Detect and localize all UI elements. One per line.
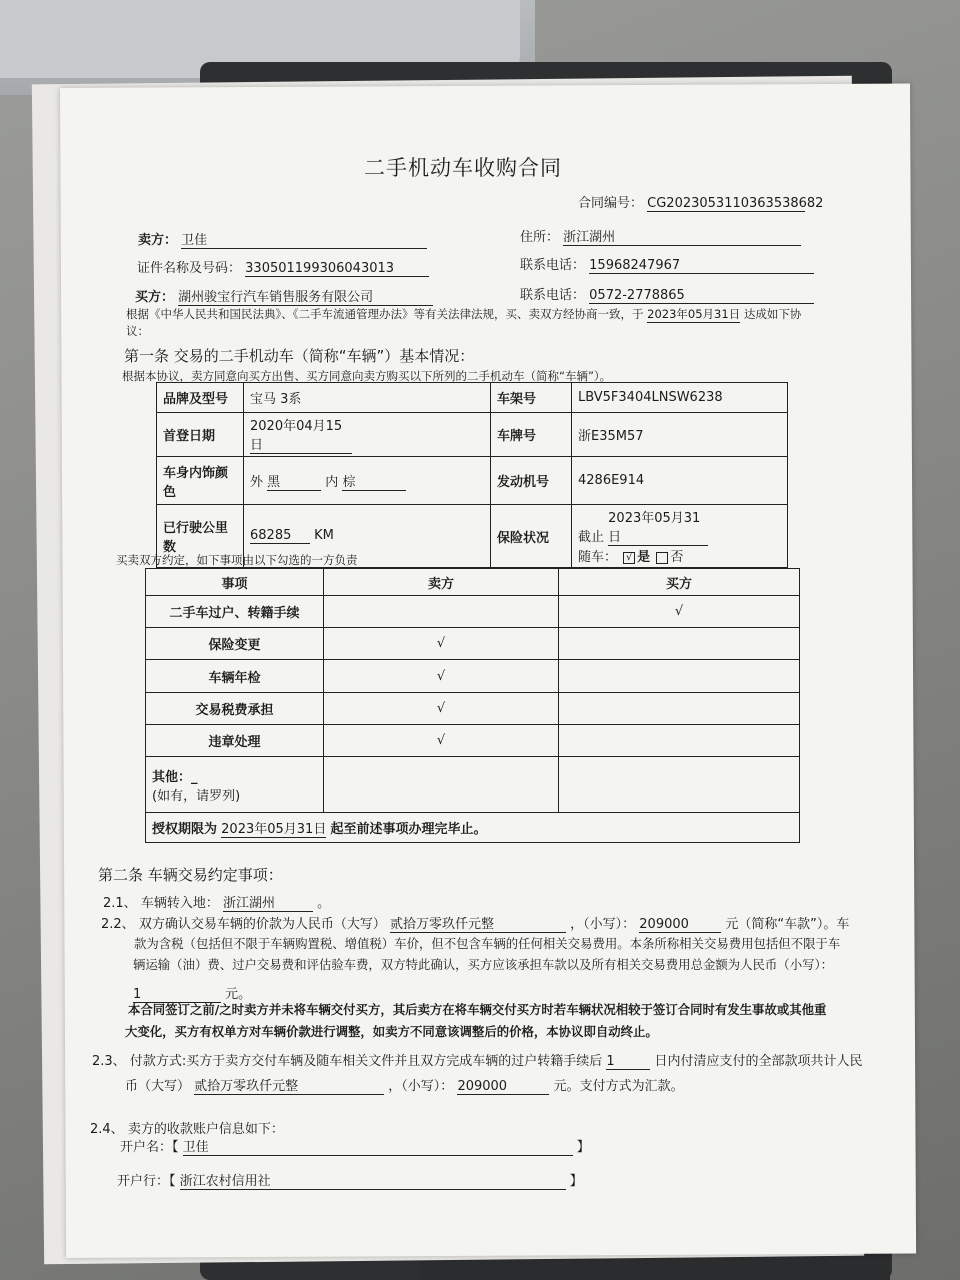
plate-value: 浙E35M57 [572,413,788,457]
table-row [146,725,800,757]
adjustment-clause-line1: 本合同签订之前/之时卖方并未将车辆交付买方，其后卖方在将车辆交付买方时若车辆状况相较于签订合同时有发生事故或其他重 [128,1002,827,1017]
row-buyer-mark[interactable] [559,725,800,757]
color-cell [244,457,491,505]
seller-phone-label: 联系电话： [520,258,586,273]
clause-2-2-line2: 款为含税（包括但不限于车辆购置税、增值税）车价，但不包含车辆的任何相关交易费用。本条所称相关交易费用包括但不限于车 [134,936,841,951]
basis-text-tail: 达成如下协 [743,307,802,321]
vin-label: 车架号 [491,383,572,413]
row-buyer-mark[interactable]: √ [559,596,800,628]
account-bank-row [117,1170,583,1190]
other-seller[interactable] [324,757,559,813]
authorization-cell [146,813,800,843]
article1-title: 第一条 交易的二手机动车（简称“车辆”）基本情况： [124,347,475,365]
insurance-until-label: 截止 [578,530,605,545]
insurance-label: 保险状况 [491,505,572,568]
row-buyer-mark[interactable] [559,628,800,660]
id-label: 证件名称及号码： [137,261,242,276]
row-buyer-mark[interactable] [559,660,800,693]
header-buyer: 买方 [559,569,800,596]
account-name: 卫佳 [183,1136,573,1156]
price-lowercase-label: ，（小写）： [570,917,636,932]
clause-2-1-number: 2.1、 [103,896,137,911]
mileage-label: 已行驶公里数 [157,505,244,568]
seller-address-row [520,226,801,246]
contract-number [578,192,824,212]
header-item: 事项 [146,569,324,596]
authorization-date: 2023年05月31日 [221,818,326,838]
contract-number-label: 合同编号： [578,196,644,211]
buyer-label: 买方： [135,290,175,305]
insurance-until-row [578,507,781,546]
insurance-follow-label: 随车： [578,550,618,565]
authorization-label: 授权期限为 [152,821,218,837]
payment-intro: 付款方式:买方于卖方交付车辆及随车相关文件并且双方完成车辆的过户转籍手续后 [129,1054,603,1069]
row-item: 保险变更 [146,628,324,660]
clause-2-4 [90,1118,284,1137]
row-item: 交易税费承担 [146,693,324,725]
table-row [146,693,800,725]
agreement-date: 2023年05月31日 [647,307,741,321]
price-lowercase: 209000 [639,917,721,933]
payment-uppercase: 贰拾万零玖仟元整 [194,1075,384,1095]
clause-2-2-number: 2.2、 [101,917,135,932]
clause-2-3-line2 [125,1075,684,1095]
transfer-destination: 浙江湖州 [223,892,313,912]
responsibility-table [145,568,800,843]
seller-name: 卫佳 [181,229,427,249]
seller-id-row [137,257,429,277]
exterior-color: 黑 [267,471,321,491]
account-bank: 浙江农村信用社 [180,1170,566,1190]
seller-phone: 15968247967 [589,258,814,274]
interior-color: 棕 [342,471,406,491]
row-seller-mark[interactable] [324,596,559,628]
basis-line2: 议： [126,324,149,338]
brand-label: 品牌及型号 [157,383,244,413]
header-seller: 卖方 [324,569,559,596]
row-seller-mark[interactable]: √ [324,628,559,660]
row-item: 二手车过户、转籍手续 [146,596,324,628]
document-title: 二手机动车收购合同 [364,156,562,180]
insurance-yes-checkbox[interactable]: √ [623,552,635,564]
row-buyer-mark[interactable] [559,693,800,725]
insurance-no-checkbox[interactable] [656,552,668,564]
clause-2-4-number: 2.4、 [90,1122,124,1137]
buyer-phone-row [520,284,814,304]
price-uppercase: 贰拾万零玖仟元整 [390,913,566,933]
table-row [146,596,800,628]
color-label: 车身内饰颜色 [157,457,244,505]
mileage-unit: KM [314,528,334,543]
payment-lowercase-label: ，（小写）： [388,1079,454,1094]
buyer-name: 湖州骏宝行汽车销售服务有限公司 [178,286,433,306]
insurance-follow-row [578,546,781,565]
address-label: 住所： [520,230,560,245]
basis-line1 [126,306,801,323]
article1-intro: 根据本协议，卖方同意向买方出售、买方同意向卖方购买以下所列的二手机动车（简称“车辆”）。 [122,369,612,383]
transfer-destination-label: 车辆转入地： [140,896,219,911]
responsibility-intro: 买卖双方约定，如下事项由以下勾选的一方负责 [116,553,358,567]
clause-2-2-line1 [101,913,849,933]
clause-2-2-line3: 辆运输（油）费、过户交易费和评估验车费，双方特此确认，买方应该承担车款以及所有相关交易费用总金额为人民币（小写）： [133,957,834,972]
insurance-yes-label: 是 [637,550,651,565]
payment-uppercase-label: 币（大写） [125,1079,191,1094]
other-note: (如有，请罗列) [152,788,241,804]
reg-date-cell [244,413,491,457]
table-row [146,628,800,660]
engine-label: 发动机号 [491,457,572,505]
other-buyer[interactable] [559,757,800,813]
exterior-label: 外 [250,474,264,490]
row-seller-mark[interactable]: √ [324,725,559,757]
fee-amount: 1 [133,987,221,1003]
other-row [146,757,800,813]
buyer-row [135,286,433,306]
table-row [146,660,800,693]
payment-tail: 元。支付方式为汇款。 [553,1079,684,1094]
account-bank-label: 开户行：【 [117,1174,176,1189]
account-info-title: 卖方的收款账户信息如下： [127,1122,284,1137]
mileage-value: 68285 [250,528,310,544]
clause-2-1-end: 。 [317,896,331,911]
insurance-no-label: 否 [670,550,684,565]
payment-lowercase: 209000 [457,1079,549,1095]
insurance-cell [572,505,788,568]
reg-date-value: 2020年04月15日 [250,415,352,454]
contract-number-value: CG2023053110363538682 [647,196,824,211]
authorization-row [146,813,800,843]
buyer-phone-label: 联系电话： [520,288,586,303]
seller-label: 卖方： [138,233,178,248]
seller-address: 浙江湖州 [563,226,801,246]
row-item: 车辆年检 [146,660,324,693]
row-item: 违章处理 [146,725,324,757]
account-name-label: 开户名：【 [120,1140,179,1155]
basis-text: 根据《中华人民共和国民法典》、《二手车流通管理办法》等有关法律法规，买、卖双方经协商一致，于 [126,307,644,321]
price-tail: 元（简称“车款”）。车 [725,917,850,932]
article2-title: 第二条 车辆交易约定事项： [98,866,283,884]
vehicle-info-table [156,382,788,568]
seller-id: 330501199306043013 [245,261,429,277]
payment-days: 1 [606,1054,650,1070]
clause-2-3-number: 2.3、 [92,1054,126,1069]
brand-value: 宝马 3系 [244,383,491,413]
engine-value: 4286E914 [572,457,788,505]
row-seller-mark[interactable]: √ [324,693,559,725]
other-cell [146,757,324,813]
price-intro: 双方确认交易车辆的价款为人民币（大写） [138,917,386,932]
bracket-close: 】 [576,1140,590,1155]
seller-row [138,229,427,249]
bracket-close: 】 [569,1174,583,1189]
reg-date-label: 首登日期 [157,413,244,457]
vin-value: LBV5F3404LNSW6238 [572,383,788,413]
clause-2-3-line1 [92,1050,863,1070]
fee-unit: 元。 [225,987,252,1002]
adjustment-clause-line2: 大变化，买方有权单方对车辆价款进行调整，如卖方不同意该调整后的价格，本协议即自动终止。 [125,1024,658,1039]
payment-intro-tail: 日内付清应支付的全部款项共计人民 [654,1054,863,1069]
account-name-row [120,1136,590,1156]
insurance-until-date: 2023年05月31日 [608,507,708,546]
other-label: 其他：_ [152,769,198,785]
interior-label: 内 [325,474,339,490]
buyer-phone: 0572-2778865 [589,288,814,304]
plate-label: 车牌号 [491,413,572,457]
authorization-tail: 起至前述事项办理完毕止。 [330,821,487,837]
row-seller-mark[interactable]: √ [324,660,559,693]
clause-2-1 [103,892,330,912]
seller-phone-row [520,254,814,274]
